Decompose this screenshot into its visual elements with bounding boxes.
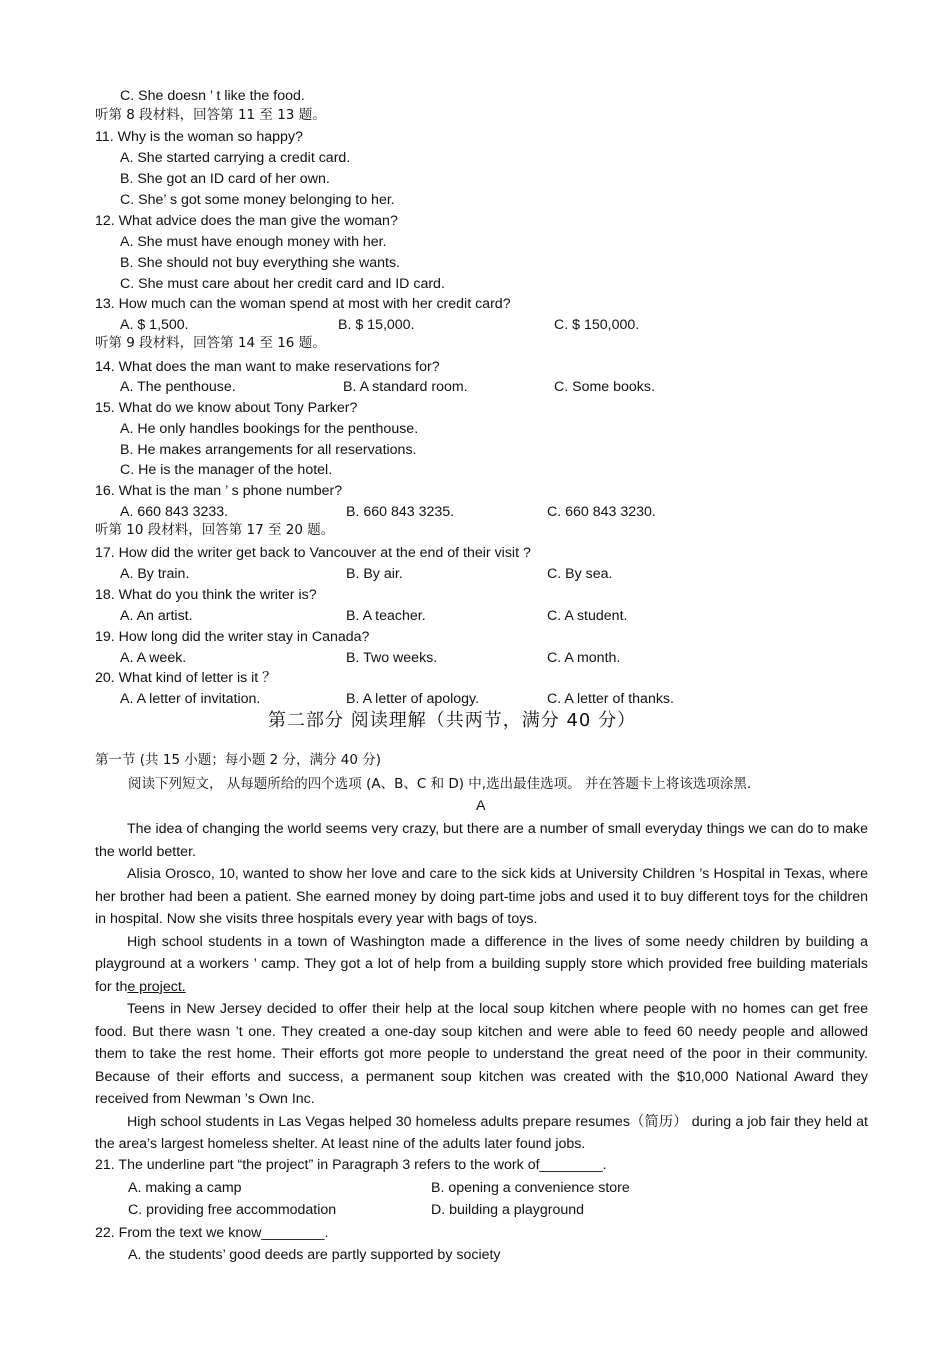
underlined-project: e project.	[127, 978, 186, 995]
q14-stem: 14. What does the man want to make reservations for?	[95, 359, 440, 375]
q12-option-c: C. She must care about her credit card and ID card.	[120, 276, 445, 292]
passage-label: A	[476, 798, 486, 814]
q19-stem: 19. How long did the writer stay in Canada?	[95, 629, 370, 645]
q21-option-b: B. opening a convenience store	[431, 1180, 630, 1196]
q11-option-b: B. She got an ID card of her own.	[120, 171, 330, 187]
reading-instruction: 阅读下列短文， 从每题所给的四个选项 (A、B、C 和 D) 中,选出最佳选项。 并在答题卡上将该选项涂黑.	[128, 776, 752, 792]
q13-option-b: B. $ 15,000.	[338, 317, 415, 333]
q17-option-a: A. By train.	[120, 566, 190, 582]
q11-stem: 11. Why is the woman so happy?	[95, 129, 303, 145]
section1-heading: 第一节 (共 15 小题；每小题 2 分，满分 40 分)	[95, 752, 382, 768]
q14-option-b: B. A standard room.	[343, 379, 468, 395]
q10-option-c: C. She doesn ’ t like the food.	[120, 88, 305, 104]
q17-option-b: B. By air.	[346, 566, 403, 582]
q20-stem: 20. What kind of letter is it ？	[95, 670, 277, 686]
q19-option-a: A. A week.	[120, 650, 187, 666]
q11-option-c: C. She’ s got some money belonging to her.	[120, 192, 395, 208]
q11-option-a: A. She started carrying a credit card.	[120, 150, 351, 166]
passage-body	[95, 818, 868, 1156]
q14-option-c: C. Some books.	[554, 379, 655, 395]
q19-option-c: C. A month.	[547, 650, 621, 666]
passage-paragraph-5: High school students in Las Vegas helped 30 homeless adults prepare resumes（简历） during a job fair they held at the area’s largest homeless shelter. At least nine of the adults later found jobs.	[95, 1113, 868, 1152]
q20-option-b: B. A letter of apology.	[346, 691, 480, 707]
q12-option-b: B. She should not buy everything she wants.	[120, 255, 400, 271]
q12-stem: 12. What advice does the man give the woman?	[95, 213, 398, 229]
q15-option-b: B. He makes arrangements for all reservations.	[120, 442, 417, 458]
q15-option-a: A. He only handles bookings for the penthouse.	[120, 421, 419, 437]
q20-option-a: A. A letter of invitation.	[120, 691, 261, 707]
q14-option-a: A. The penthouse.	[120, 379, 236, 395]
q15-option-c: C. He is the manager of the hotel.	[120, 462, 333, 478]
q17-stem: 17. How did the writer get back to Vancouver at the end of their visit ?	[95, 545, 531, 561]
q18-option-c: C. A student.	[547, 608, 628, 624]
q22-option-a: A. the students’ good deeds are partly supported by society	[128, 1247, 501, 1263]
q12-option-a: A. She must have enough money with her.	[120, 234, 387, 250]
part2-title: 第二部分 阅读理解（共两节，满分 40 分）	[268, 710, 637, 731]
paragraph-3-text: High school students in a town of Washington made a difference in the lives of some needy children by building a playground at a workers ’ camp. They got a lot of help from a building supply store which provided free building materials for th	[95, 933, 868, 995]
passage-paragraph-3	[95, 931, 868, 999]
section-9-instruction: 听第 9 段材料，回答第 14 至 16 题。	[95, 335, 326, 351]
q21-option-c: C. providing free accommodation	[128, 1202, 337, 1218]
q15-stem: 15. What do we know about Tony Parker?	[95, 400, 358, 416]
q21-stem: 21. The underline part “the project” in Paragraph 3 refers to the work of________.	[95, 1157, 607, 1173]
section-10-instruction: 听第 10 段材料，回答第 17 至 20 题。	[95, 522, 335, 538]
q20-option-c: C. A letter of thanks.	[547, 691, 674, 707]
q16-option-c: C. 660 843 3230.	[547, 504, 656, 520]
q13-option-a: A. $ 1,500.	[120, 317, 189, 333]
q21-option-a: A. making a camp	[128, 1180, 242, 1196]
q21-option-d: D. building a playground	[431, 1202, 585, 1218]
q17-option-c: C. By sea.	[547, 566, 613, 582]
q16-option-b: B. 660 843 3235.	[346, 504, 455, 520]
q19-option-b: B. Two weeks.	[346, 650, 438, 666]
q18-option-a: A. An artist.	[120, 608, 193, 624]
passage-paragraph-1: The idea of changing the world seems very crazy, but there are a number of small everyday things we can do to make the world better.	[95, 821, 868, 860]
q13-stem: 13. How much can the woman spend at most with her credit card?	[95, 296, 511, 312]
q18-option-b: B. A teacher.	[346, 608, 426, 624]
passage-paragraph-2: Alisia Orosco, 10, wanted to show her love and care to the sick kids at University Children ’s Hospital in Texas, where her brother had been a patient. She earned money by doing part-time jobs and used it to buy different toys for the children in hospital. Now she visits three hospitals every year with bags of toys.	[95, 866, 868, 927]
q22-stem: 22. From the text we know________.	[95, 1225, 329, 1241]
q16-stem: 16. What is the man ’ s phone number?	[95, 483, 343, 499]
q13-option-c: C. $ 150,000.	[554, 317, 640, 333]
passage-paragraph-4: Teens in New Jersey decided to offer their help at the local soup kitchen where people with no homes can get free food. But there wasn ’t one. They created a one-day soup kitchen and were able to feed 60 needy people and allowed them to take the rest home. Their efforts got more people to understand the great need of the poor in their community. Because of their efforts and success, a permanent soup kitchen was created with the $10,000 National Award they received from Newman ’s Own Inc.	[95, 1001, 868, 1107]
q18-stem: 18. What do you think the writer is?	[95, 587, 317, 603]
q16-option-a: A. 660 843 3233.	[120, 504, 229, 520]
section-8-instruction: 听第 8 段材料，回答第 11 至 13 题。	[95, 107, 326, 123]
